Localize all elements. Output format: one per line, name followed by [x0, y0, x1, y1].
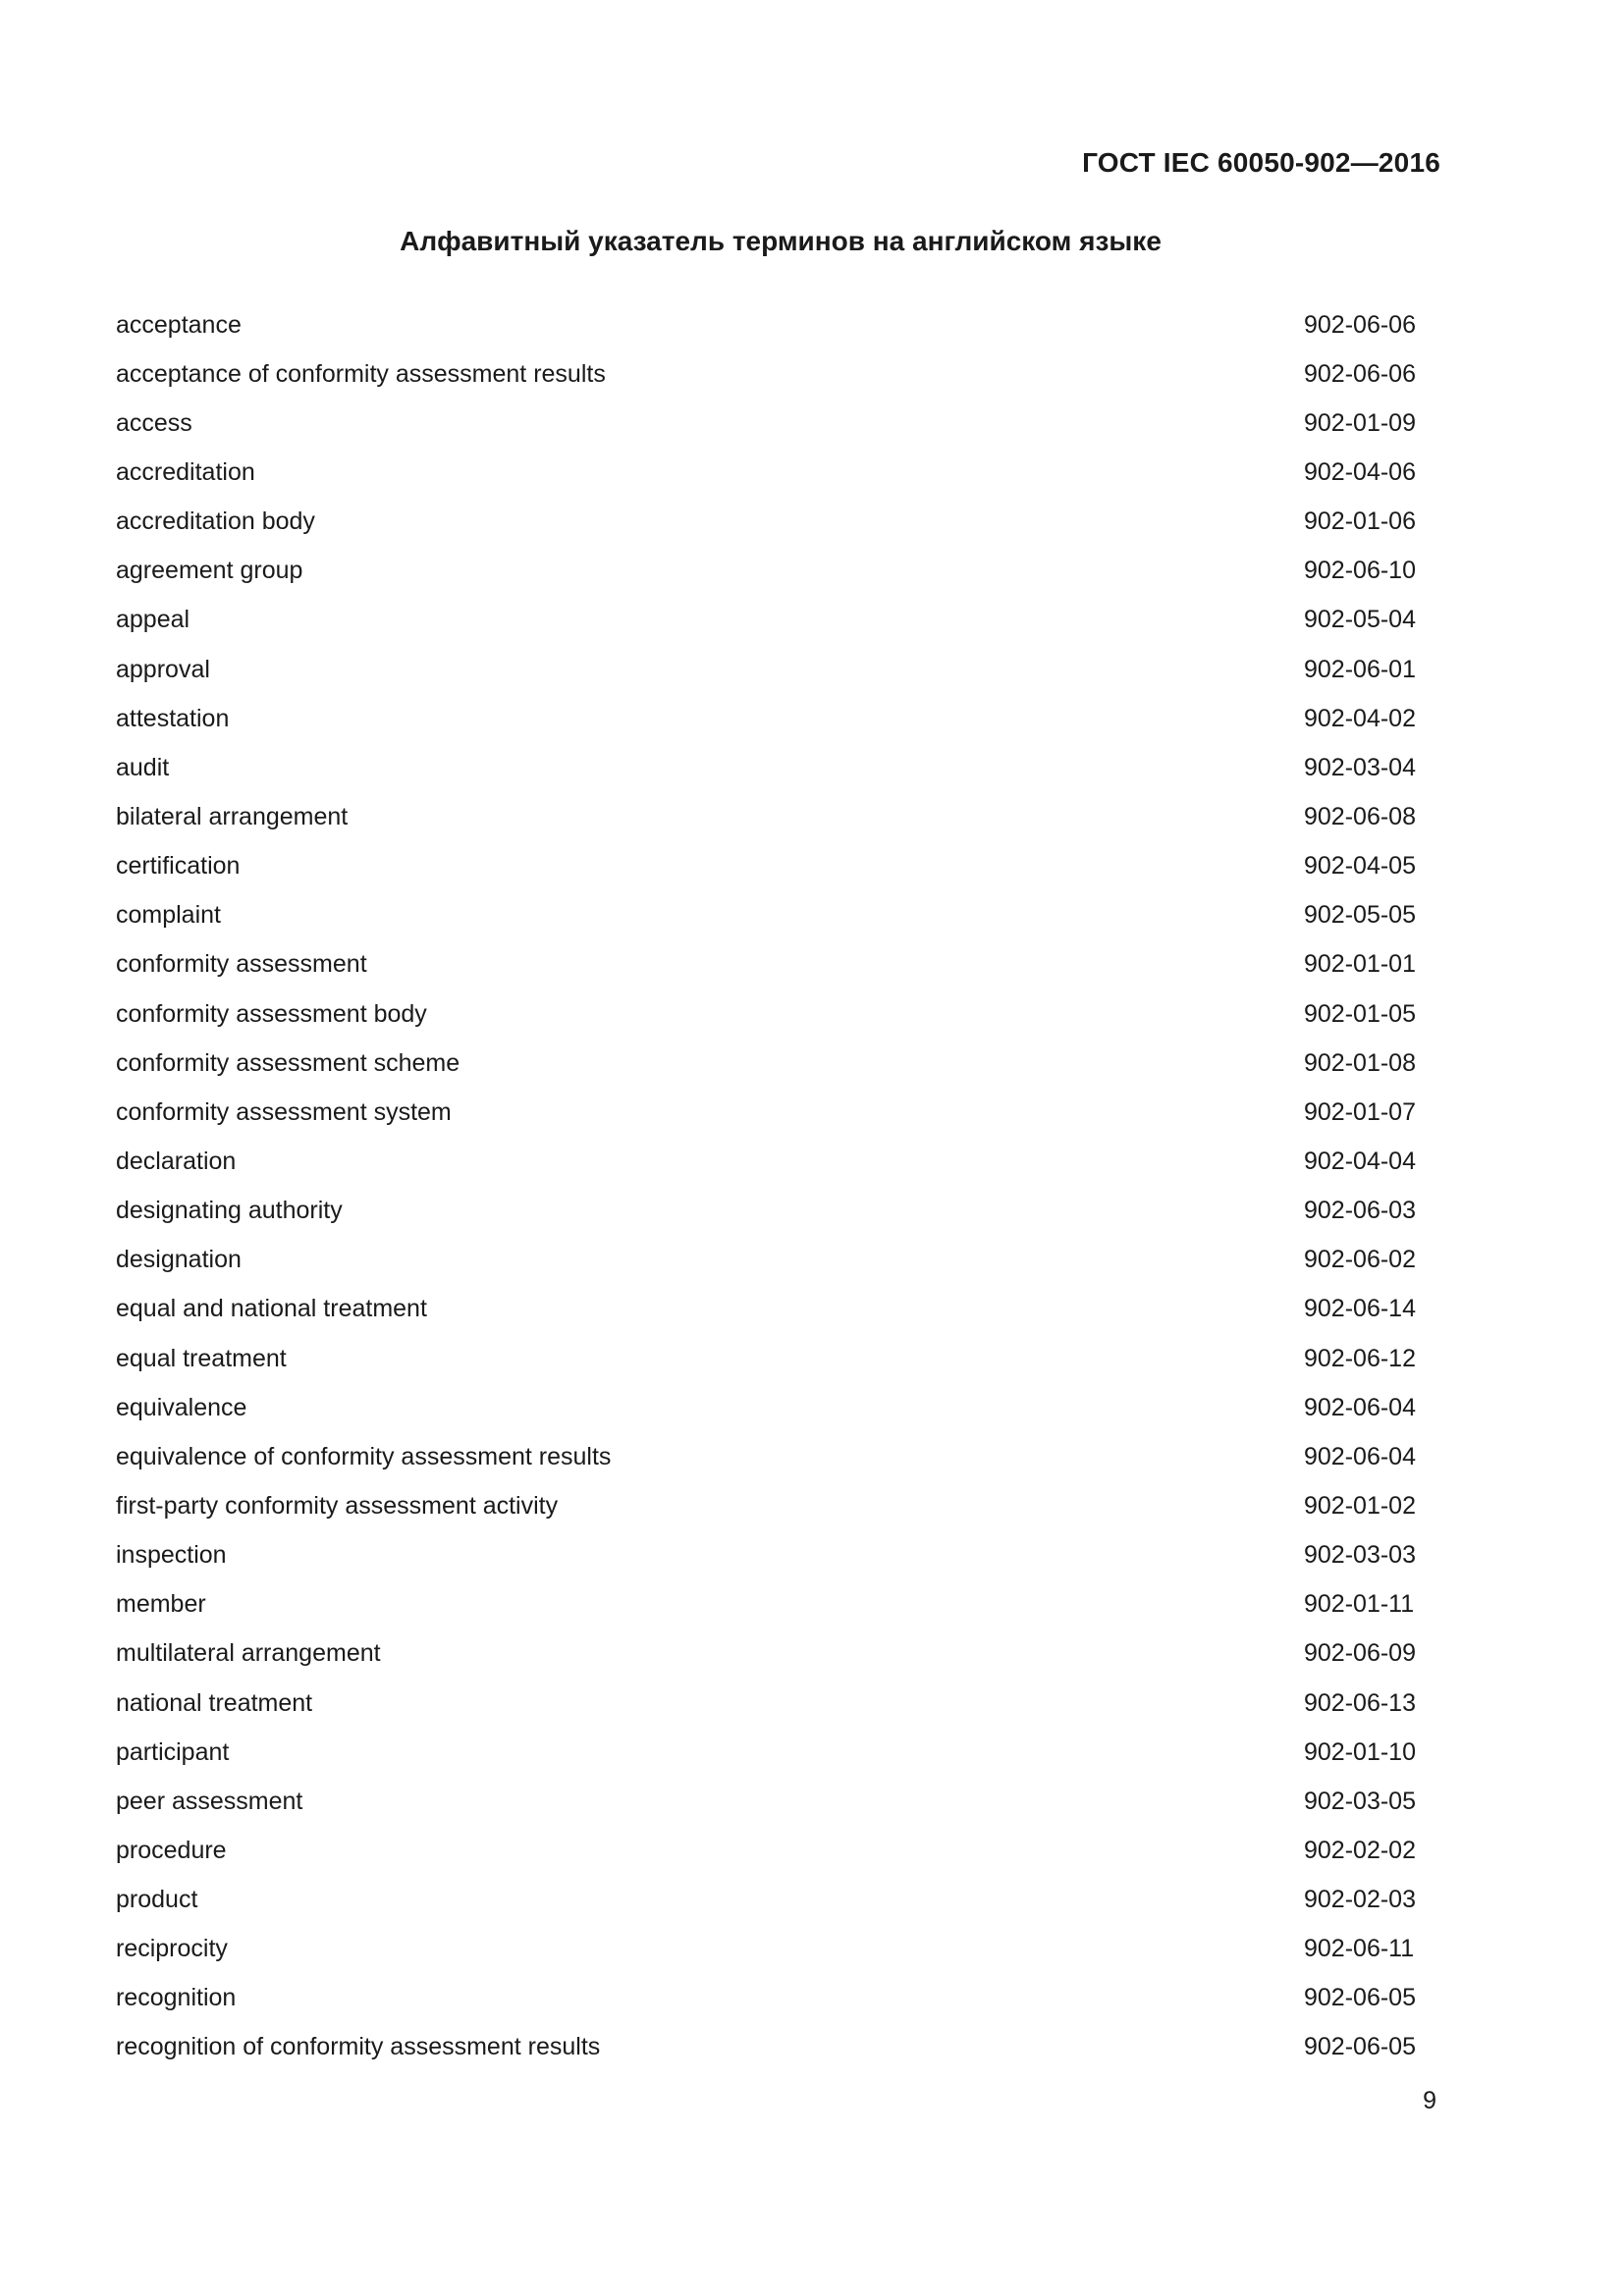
index-entry-code: 902-06-13: [1304, 1688, 1416, 1717]
index-entry: [116, 989, 1422, 1039]
index-entry-code: 902-06-05: [1304, 1984, 1416, 2012]
index-entry: [116, 1039, 1422, 1088]
index-entry-term: attestation: [116, 704, 230, 732]
index-entry-code: 902-01-11: [1304, 1590, 1415, 1619]
index-entry: [116, 1285, 1422, 1334]
index-entry: [116, 940, 1422, 989]
index-entry-code: 902-06-09: [1304, 1639, 1416, 1668]
index-entry-code: 902-05-05: [1304, 901, 1416, 930]
index-entry-code: 902-06-03: [1304, 1197, 1416, 1225]
index-entry-term: equivalence of conformity assessment results: [116, 1442, 612, 1470]
index-entry-term: conformity assessment scheme: [116, 1048, 460, 1077]
index-entry-code: 902-06-04: [1304, 1393, 1416, 1421]
index-entry-term: multilateral arrangement: [116, 1639, 381, 1668]
index-entry-term: acceptance: [116, 310, 242, 339]
index-entry: [116, 1088, 1422, 1137]
index-entry: [116, 1777, 1422, 1826]
index-entry: [116, 1629, 1422, 1679]
index-entry-term: participant: [116, 1737, 230, 1766]
index-entry-code: 902-05-04: [1304, 606, 1416, 634]
index-entry: [116, 498, 1422, 547]
index-entry-code: 902-06-08: [1304, 802, 1416, 830]
index-entry: [116, 1580, 1422, 1629]
index-entry-term: recognition of conformity assessment results: [116, 2033, 601, 2061]
index-entry: [116, 448, 1422, 497]
index-entry: [116, 1974, 1422, 2023]
index-entry: [116, 1679, 1422, 1728]
index-entry: [116, 645, 1422, 694]
index-entry-code: 902-06-14: [1304, 1295, 1416, 1323]
index-entry-term: reciprocity: [116, 1935, 228, 1963]
index-entry-term: peer assessment: [116, 1787, 303, 1815]
index-entry-code: 902-03-03: [1304, 1541, 1416, 1570]
index-entry-code: 902-06-01: [1304, 655, 1416, 683]
index-entry-code: 902-06-11: [1304, 1935, 1415, 1963]
index-entry: [116, 596, 1422, 645]
index-entry: [116, 1383, 1422, 1432]
index-entry: [116, 694, 1422, 743]
index-entry-code: 902-06-06: [1304, 359, 1416, 388]
index-entry-term: access: [116, 408, 192, 437]
index-entry-code: 902-04-02: [1304, 704, 1416, 732]
index-entry-term: conformity assessment system: [116, 1097, 452, 1126]
index-title: Алфавитный указатель терминов на английском языке: [400, 226, 1162, 256]
index-entry-term: conformity assessment: [116, 950, 367, 979]
index-entry: [116, 349, 1422, 399]
page-number: 9: [1423, 2087, 1436, 2114]
index-entry: [116, 1432, 1422, 1481]
index-entry-term: equal and national treatment: [116, 1295, 427, 1323]
index-entry-code: 902-01-05: [1304, 999, 1416, 1028]
index-entry: [116, 1925, 1422, 1974]
index-entry-code: 902-04-05: [1304, 852, 1416, 881]
index-entry-code: 902-02-02: [1304, 1836, 1416, 1864]
index-entry: [116, 547, 1422, 596]
index-entry-term: declaration: [116, 1147, 237, 1175]
index-entry-term: agreement group: [116, 557, 303, 585]
index-entry-term: designating authority: [116, 1197, 343, 1225]
index-entry-code: 902-04-04: [1304, 1147, 1416, 1175]
index-entry: [116, 1728, 1422, 1777]
index-entry: [116, 1236, 1422, 1285]
index-entry-code: 902-01-08: [1304, 1048, 1416, 1077]
index-entry-term: accreditation: [116, 457, 255, 486]
index-entry-term: product: [116, 1886, 198, 1914]
index-entry-term: recognition: [116, 1984, 237, 2012]
index-entry-term: appeal: [116, 606, 190, 634]
index-entries-list: [116, 300, 1422, 2072]
index-entry: [116, 1334, 1422, 1383]
index-entry-term: bilateral arrangement: [116, 802, 349, 830]
index-entry-term: first-party conformity assessment activity: [116, 1491, 559, 1520]
index-entry-code: 902-06-10: [1304, 557, 1416, 585]
index-entry-code: 902-01-09: [1304, 408, 1416, 437]
index-entry-term: national treatment: [116, 1688, 313, 1717]
index-entry-term: approval: [116, 655, 210, 683]
index-entry: [116, 399, 1422, 448]
index-entry-code: 902-03-05: [1304, 1787, 1416, 1815]
index-entry-code: 902-01-10: [1304, 1737, 1416, 1766]
index-entry-code: 902-06-05: [1304, 2033, 1416, 2061]
index-entry-term: inspection: [116, 1541, 227, 1570]
index-entry: [116, 891, 1422, 940]
index-entry-code: 902-03-04: [1304, 753, 1416, 781]
index-entry-term: equal treatment: [116, 1344, 287, 1372]
index-entry-term: equivalence: [116, 1393, 247, 1421]
index-entry-code: 902-06-06: [1304, 310, 1416, 339]
index-entry: [116, 2023, 1422, 2072]
index-entry: [116, 1876, 1422, 1925]
index-entry: [116, 743, 1422, 792]
index-entry-term: audit: [116, 753, 170, 781]
index-entry: [116, 1187, 1422, 1236]
index-entry: [116, 300, 1422, 349]
index-entry-term: member: [116, 1590, 206, 1619]
index-entry-term: procedure: [116, 1836, 227, 1864]
index-entry: [116, 1531, 1422, 1580]
index-entry: [116, 1481, 1422, 1530]
index-entry-term: accreditation body: [116, 507, 315, 536]
index-entry-code: 902-01-06: [1304, 507, 1416, 536]
index-entry: [116, 1826, 1422, 1875]
index-entry-code: 902-04-06: [1304, 457, 1416, 486]
document-code: ГОСТ IEC 60050-902—2016: [1082, 147, 1440, 178]
index-entry-code: 902-01-02: [1304, 1491, 1416, 1520]
index-entry: [116, 842, 1422, 891]
index-entry-term: complaint: [116, 901, 221, 930]
index-entry: [116, 792, 1422, 841]
index-entry-code: 902-06-02: [1304, 1246, 1416, 1274]
index-entry: [116, 1137, 1422, 1186]
index-entry-term: conformity assessment body: [116, 999, 427, 1028]
index-entry-term: certification: [116, 852, 241, 881]
index-entry-code: 902-02-03: [1304, 1886, 1416, 1914]
index-entry-code: 902-06-12: [1304, 1344, 1416, 1372]
index-entry-code: 902-06-04: [1304, 1442, 1416, 1470]
index-entry-term: designation: [116, 1246, 242, 1274]
index-entry-code: 902-01-07: [1304, 1097, 1416, 1126]
index-entry-code: 902-01-01: [1304, 950, 1416, 979]
index-entry-term: acceptance of conformity assessment results: [116, 359, 606, 388]
